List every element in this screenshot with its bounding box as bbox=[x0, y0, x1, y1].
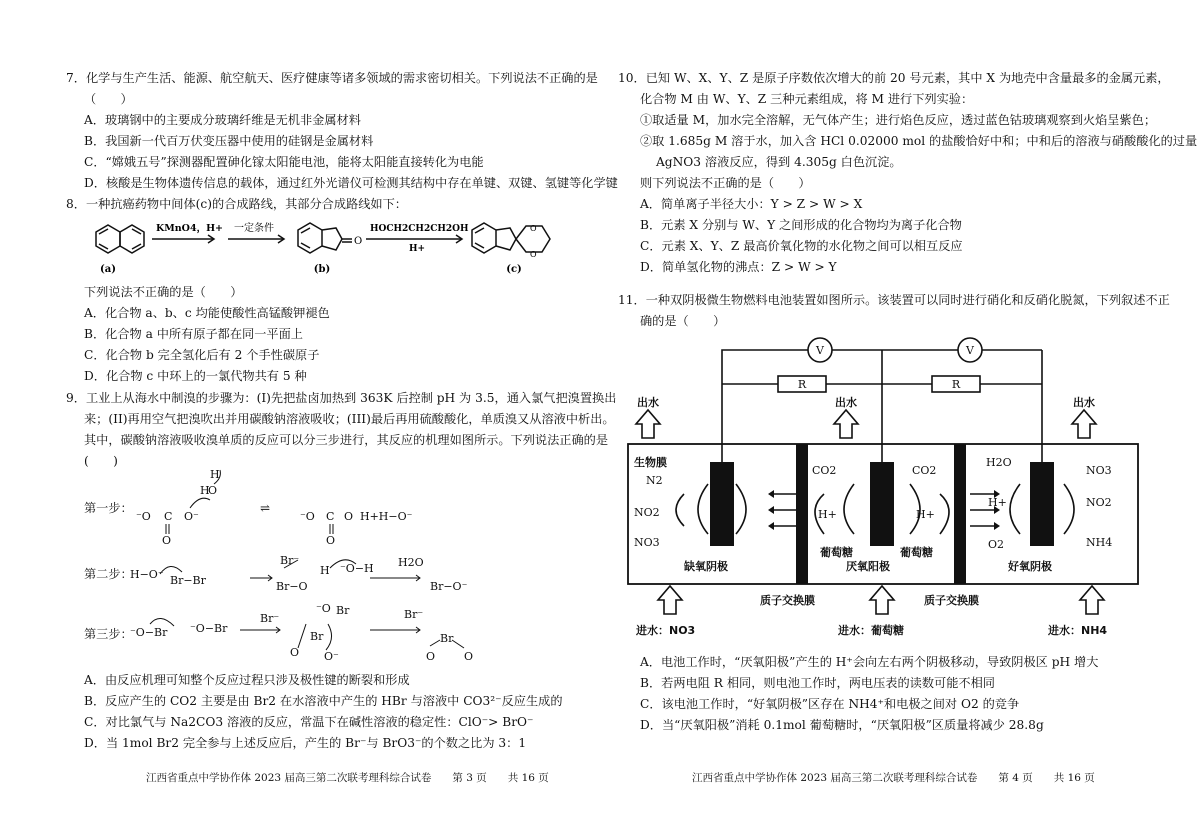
question-8-stem: 8．一种抗癌药物中间体(c)的合成路线，其部分合成路线如下： bbox=[66, 197, 407, 211]
svg-text:⁻O: ⁻O bbox=[316, 602, 331, 615]
q10-option-c: C．元素 X、Y、Z 最高价氧化物的水化物之间可以相互反应 bbox=[640, 239, 963, 253]
q10-exp-1: ①取适量 M，加水完全溶解，无气体产生；进行焰色反应，透过蓝色钴玻璃观察到火焰呈紫色； bbox=[640, 113, 1157, 127]
svg-text:O: O bbox=[344, 510, 354, 523]
out-water-2: 出水 bbox=[835, 396, 857, 409]
voltmeter-left: V bbox=[816, 344, 824, 357]
svg-text:Br: Br bbox=[440, 632, 454, 645]
label-a: (a) bbox=[100, 264, 116, 275]
cathode-aerobic: 好氧阴极 bbox=[1008, 560, 1052, 573]
svg-text:C: C bbox=[326, 510, 335, 523]
q11-option-b: B．若两电阻 R 相同，则电池工作时，两电压表的读数可能不相同 bbox=[640, 676, 995, 690]
inlet-no3: 进水：NO3 bbox=[636, 624, 696, 637]
glucose-left: 葡萄糖 bbox=[820, 546, 853, 559]
cathode-anoxic: 缺氧阴极 bbox=[684, 560, 728, 573]
svg-text:Br⁻: Br⁻ bbox=[260, 612, 280, 625]
q9-option-a: A．由反应机理可知整个反应过程只涉及极性键的断裂和形成 bbox=[84, 673, 410, 687]
q7-option-b: B．我国新一代百万伏变压器中使用的硅钢是金属材料 bbox=[84, 134, 374, 148]
q10-option-b: B．元素 X 分别与 W、Y 之间形成的化合物均为离子化合物 bbox=[640, 218, 962, 232]
svg-text:C: C bbox=[164, 510, 173, 523]
footer-page-3: 江西省重点中学协作体 2023 届高三第二次联考理科综合试卷 第 3 页 共 16 页 bbox=[146, 772, 549, 784]
step3-label: 第三步： bbox=[84, 627, 133, 641]
hplus-left: H+ bbox=[818, 508, 837, 521]
q8-option-a: A．化合物 a、b、c 均能使酸性高锰酸钾褪色 bbox=[84, 306, 330, 320]
question-8-options bbox=[84, 282, 330, 387]
out-water-3: 出水 bbox=[1073, 396, 1095, 409]
svg-text:⇌: ⇌ bbox=[260, 501, 271, 515]
question-11-options bbox=[640, 652, 1098, 736]
q10-ask: 则下列说法不正确的是（ ） bbox=[640, 176, 811, 190]
resistor-right: R bbox=[951, 378, 961, 391]
reagent-condition: 一定条件 bbox=[234, 223, 274, 234]
svg-text:⁻O: ⁻O bbox=[300, 510, 315, 523]
svg-text:Br−O: Br−O bbox=[276, 580, 308, 593]
svg-text:O: O bbox=[426, 650, 436, 663]
mechanism-figure bbox=[130, 464, 510, 670]
q10-option-d: D．简单氢化物的沸点：Z > W > Y bbox=[640, 260, 837, 274]
q10-option-a: A．简单离子半径大小：Y > Z > W > X bbox=[640, 197, 863, 211]
anode-anaerobic: 厌氧阳极 bbox=[846, 560, 890, 573]
svg-text:Br−O⁻: Br−O⁻ bbox=[430, 580, 468, 593]
svg-text:H−O⁻: H−O⁻ bbox=[130, 568, 164, 581]
resistor-left: R bbox=[797, 378, 807, 391]
q8-option-b: B．化合物 a 中所有原子都在同一平面上 bbox=[84, 327, 303, 341]
q11-option-d: D．当“厌氧阳极”消耗 0.1mol 葡萄糖时，“厌氧阳极”区质量将减少 28.8g bbox=[640, 718, 1044, 732]
question-7 bbox=[66, 68, 618, 194]
svg-text:O: O bbox=[208, 484, 218, 497]
svg-text:Br⁻: Br⁻ bbox=[280, 554, 300, 567]
step1-label: 第一步： bbox=[84, 501, 133, 515]
question-11-stem: 11．一种双阴极微生物燃料电池装置如图所示。该装置可以同时进行硝化和反硝化脱氮，下列叙述不正 确的是（ ） bbox=[618, 293, 1170, 328]
no3-right: NO3 bbox=[1086, 464, 1112, 477]
co2-label-right: CO2 bbox=[912, 464, 937, 477]
co2-label-left: CO2 bbox=[812, 464, 837, 477]
q10-stem-2: 化合物 M 由 W、Y、Z 三种元素组成，将 M 进行下列实验： bbox=[640, 92, 974, 106]
q8-option-d: D．化合物 c 中环上的一氯代物共有 5 种 bbox=[84, 369, 307, 383]
label-c: (c) bbox=[506, 264, 522, 275]
svg-text:O: O bbox=[530, 224, 537, 233]
q10-stem-1: 10．已知 W、X、Y、Z 是原子序数依次增大的前 20 号元素，其中 X 为地壳中含量最多的金属元素， bbox=[618, 71, 1170, 85]
svg-text:H: H bbox=[200, 484, 210, 497]
q7-stem: 7．化学与生产生活、能源、航空航天、医疗健康等诸多领域的需求密切相关。下列说法不正确的是 bbox=[66, 71, 598, 85]
svg-text:Br: Br bbox=[336, 604, 350, 617]
inlet-glucose: 进水：葡萄糖 bbox=[838, 624, 904, 637]
q7-bracket: （ ） bbox=[84, 92, 133, 106]
svg-text:H2O: H2O bbox=[398, 556, 424, 569]
svg-text:O: O bbox=[530, 250, 537, 259]
svg-text:O: O bbox=[290, 646, 300, 659]
svg-text:H: H bbox=[320, 564, 330, 577]
q8-ask: 下列说法不正确的是（ ） bbox=[84, 285, 243, 299]
nh4-label: NH4 bbox=[1086, 536, 1113, 549]
question-10 bbox=[618, 68, 1198, 278]
svg-text:⁻O: ⁻O bbox=[136, 510, 151, 523]
question-9-options bbox=[84, 670, 563, 754]
hplus-right: H+ bbox=[916, 508, 935, 521]
q7-option-d: D．核酸是生物体遗传信息的载体，通过红外光谱仪可检测其结构中存在单键、双键、氢键等化学键 bbox=[84, 176, 618, 190]
q7-option-a: A．玻璃钢中的主要成分玻璃纤维是无机非金属材料 bbox=[84, 113, 361, 127]
no2-label: NO2 bbox=[634, 506, 660, 519]
no3-label: NO3 bbox=[634, 536, 660, 549]
no2-right: NO2 bbox=[1086, 496, 1112, 509]
hplus-right-cell: H+ bbox=[988, 496, 1007, 509]
reagent-acid: H+ bbox=[409, 244, 426, 254]
reagent-kmno4: KMnO4，H+ bbox=[156, 223, 224, 234]
svg-text:⁻O−Br: ⁻O−Br bbox=[190, 622, 228, 635]
svg-text:Br−Br: Br−Br bbox=[170, 574, 206, 587]
step2-label: 第二步： bbox=[84, 567, 133, 581]
svg-text:O⁻: O⁻ bbox=[184, 510, 199, 523]
svg-text:Br: Br bbox=[310, 630, 324, 643]
synthesis-route-figure bbox=[84, 214, 564, 278]
voltmeter-right: V bbox=[966, 344, 974, 357]
svg-text:Br⁻: Br⁻ bbox=[404, 608, 424, 621]
q11-option-c: C．该电池工作时，“好氧阴极”区存在 NH4⁺和电极之间对 O2 的竞争 bbox=[640, 697, 1020, 711]
svg-text:O: O bbox=[326, 534, 336, 547]
q10-exp-2: ②取 1.685g M 溶于水，加入含 HCl 0.02000 mol 的盐酸恰好中和；中和后的溶液与硝酸酸化的过量 bbox=[640, 134, 1198, 148]
o2-label: O2 bbox=[988, 538, 1005, 551]
svg-text:O: O bbox=[162, 534, 172, 547]
q10-exp-2b: AgNO3 溶液反应，得到 4.305g 白色沉淀。 bbox=[656, 155, 902, 169]
q9-option-d: D．当 1mol Br2 完全参与上述反应后，产生的 Br⁻与 BrO3⁻的个数之比为 3：1 bbox=[84, 736, 527, 750]
h2o-label: H2O bbox=[986, 456, 1012, 469]
svg-text:O⁻: O⁻ bbox=[324, 650, 339, 663]
svg-text:⁻O−H: ⁻O−H bbox=[340, 562, 374, 575]
reagent-propanediol: HOCH2CH2CH2OH bbox=[370, 224, 469, 234]
svg-text:⁻O−Br: ⁻O−Br bbox=[130, 626, 168, 639]
glucose-right: 葡萄糖 bbox=[900, 546, 933, 559]
question-9-stem: 9．工业上从海水中制溴的步骤为：(I)先把盐卤加热到 363K 后控制 pH 为 3.5，通入氯气把溴置换出 来；(II)再用空气把溴吹出并用碳酸钠溶液吸收；(III)最后再用硫酸酸化，单质溴又从溶液中析出。 其中，碳酸钠溶液吸收溴单质的反应可以分三步进行，其反应的机理如图所示。下列说法正确的是 ( ) bbox=[66, 391, 617, 468]
inlet-nh4: 进水：NH4 bbox=[1048, 624, 1108, 637]
right-page bbox=[600, 0, 1200, 831]
q9-option-c: C．对比氯气与 Na2CO3 溶液的反应，常温下在碱性溶液的稳定性：ClO⁻> BrO⁻ bbox=[84, 715, 534, 729]
n2-label: N2 bbox=[646, 474, 663, 487]
label-b: (b) bbox=[313, 264, 331, 275]
out-water-1: 出水 bbox=[637, 396, 659, 409]
svg-text:H: H bbox=[210, 468, 220, 481]
membrane-left: 质子交换膜 bbox=[760, 594, 815, 607]
q8-option-c: C．化合物 b 完全氢化后有 2 个手性碳原子 bbox=[84, 348, 320, 362]
fuel-cell-diagram bbox=[624, 334, 1144, 644]
q11-option-a: A．电池工作时，“厌氧阳极”产生的 H⁺会向左右两个阴极移动，导致阴极区 pH 增大 bbox=[640, 655, 1099, 669]
biofilm-label: 生物膜 bbox=[634, 456, 667, 469]
footer-page-4: 江西省重点中学协作体 2023 届高三第二次联考理科综合试卷 第 4 页 共 16 页 bbox=[692, 772, 1095, 784]
q9-option-b: B．反应产生的 CO2 主要是由 Br2 在水溶液中产生的 HBr 与溶液中 CO3²⁻反应生成的 bbox=[84, 694, 563, 708]
svg-text:O: O bbox=[354, 236, 363, 247]
svg-text:H+H−O⁻: H+H−O⁻ bbox=[360, 510, 413, 523]
membrane-right: 质子交换膜 bbox=[924, 594, 979, 607]
svg-text:O: O bbox=[464, 650, 474, 663]
q7-option-c: C．“嫦娥五号”探测器配置砷化镓太阳能电池，能将太阳能直接转化为电能 bbox=[84, 155, 484, 169]
